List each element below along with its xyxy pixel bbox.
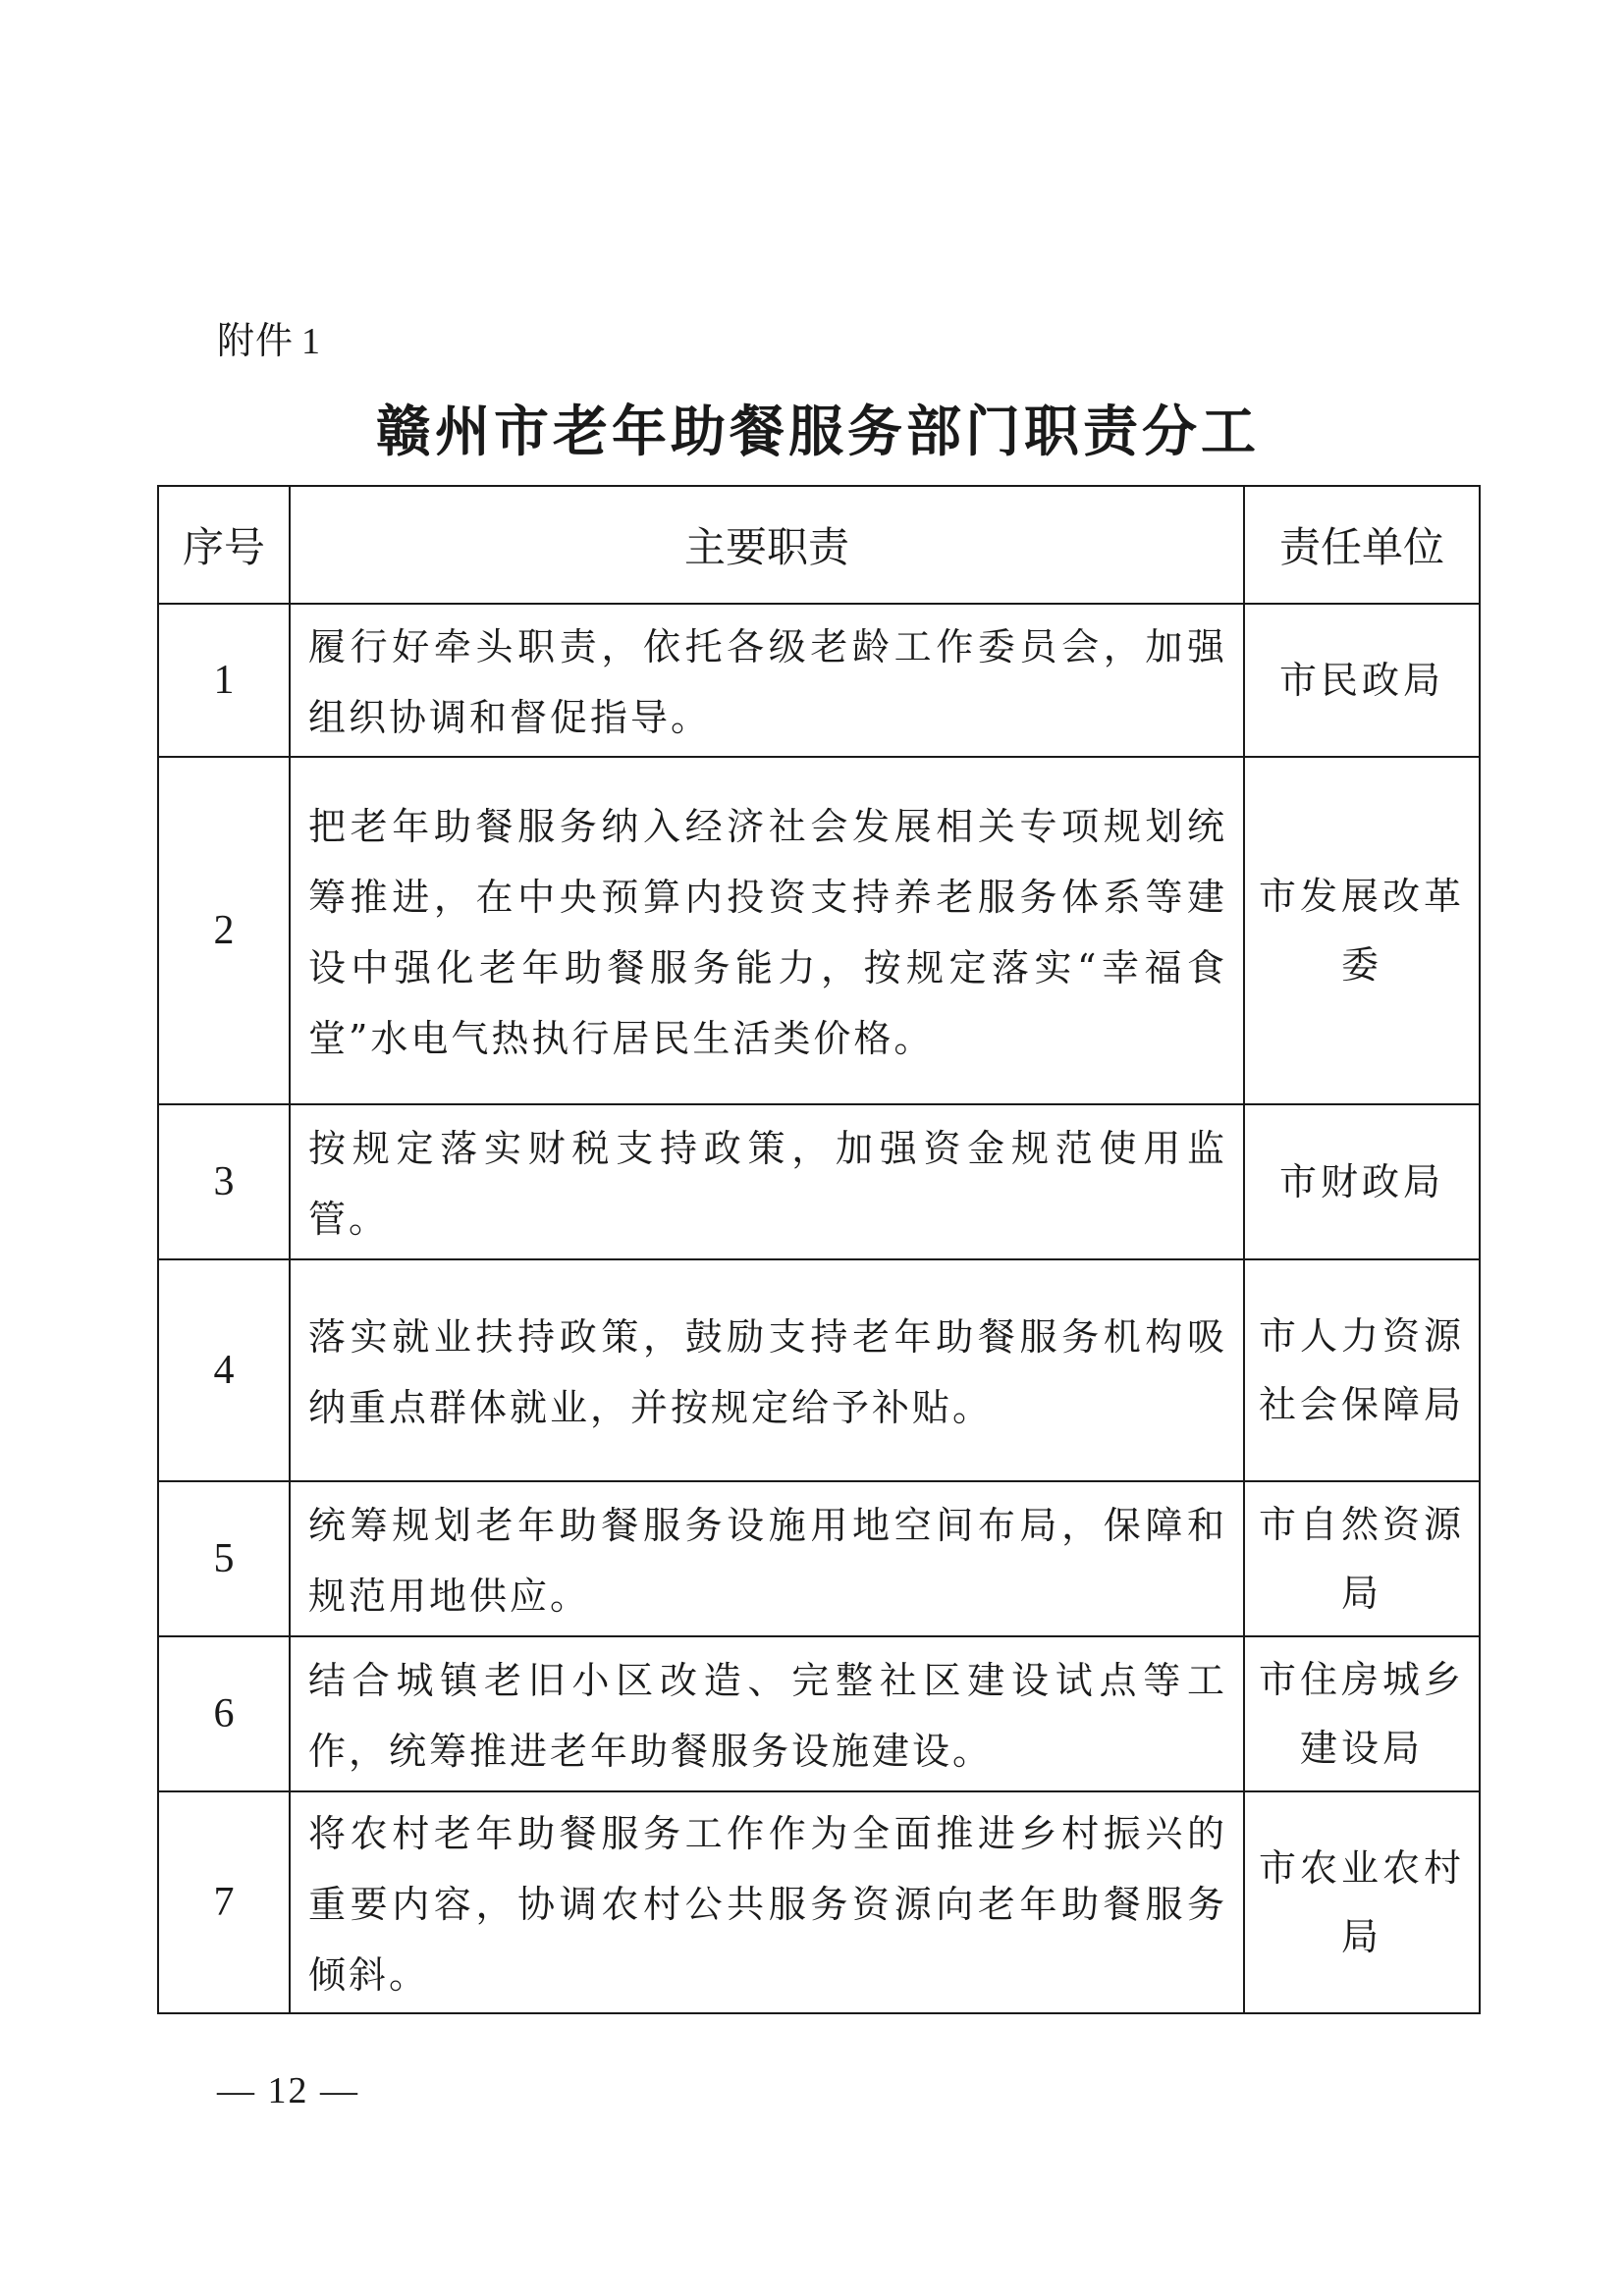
document-title: 赣州市老年助餐服务部门职责分工 [376,400,1260,464]
row-no: 3 [158,1104,290,1259]
row-no: 1 [158,604,290,757]
row-unit: 市农业农村局 [1244,1791,1480,2013]
row-duty: 按规定落实财税支持政策，加强资金规范使用监管。 [290,1104,1244,1259]
page-number: — 12 — [217,2070,359,2111]
row-unit: 市住房城乡建设局 [1244,1636,1480,1791]
row-no: 2 [158,757,290,1104]
row-duty: 履行好牵头职责，依托各级老龄工作委员会，加强组织协调和督促指导。 [290,604,1244,757]
row-no: 5 [158,1481,290,1636]
row-unit: 市发展改革委 [1244,757,1480,1104]
table-header-row [158,486,1480,604]
header-no: 序号 [158,486,290,604]
row-duty: 结合城镇老旧小区改造、完整社区建设试点等工作，统筹推进老年助餐服务设施建设。 [290,1636,1244,1791]
attachment-text: 附件 [217,319,295,362]
row-unit: 市人力资源社会保障局 [1244,1259,1480,1481]
header-duty: 主要职责 [290,486,1244,604]
table-row [158,1636,1480,1791]
row-unit: 市民政局 [1244,604,1480,757]
duty-table [157,485,1481,2014]
row-unit: 市自然资源局 [1244,1481,1480,1636]
table-row [158,1481,1480,1636]
table-row [158,1791,1480,2013]
row-duty: 统筹规划老年助餐服务设施用地空间布局，保障和规范用地供应。 [290,1481,1244,1636]
table-row [158,1104,1480,1259]
row-duty: 落实就业扶持政策，鼓励支持老年助餐服务机构吸纳重点群体就业，并按规定给予补贴。 [290,1259,1244,1481]
row-unit: 市财政局 [1244,1104,1480,1259]
row-no: 6 [158,1636,290,1791]
table-row [158,1259,1480,1481]
attachment-number: 1 [301,321,322,362]
row-duty: 将农村老年助餐服务工作作为全面推进乡村振兴的重要内容，协调农村公共服务资源向老年助餐服务倾斜。 [290,1791,1244,2013]
table-row [158,757,1480,1104]
attachment-label [217,310,321,364]
row-duty: 把老年助餐服务纳入经济社会发展相关专项规划统筹推进，在中央预算内投资支持养老服务体系等建设中强化老年助餐服务能力，按规定落实“幸福食堂”水电气热执行居民生活类价格。 [290,757,1244,1104]
header-unit: 责任单位 [1244,486,1480,604]
table-row [158,604,1480,757]
row-no: 4 [158,1259,290,1481]
row-no: 7 [158,1791,290,2013]
